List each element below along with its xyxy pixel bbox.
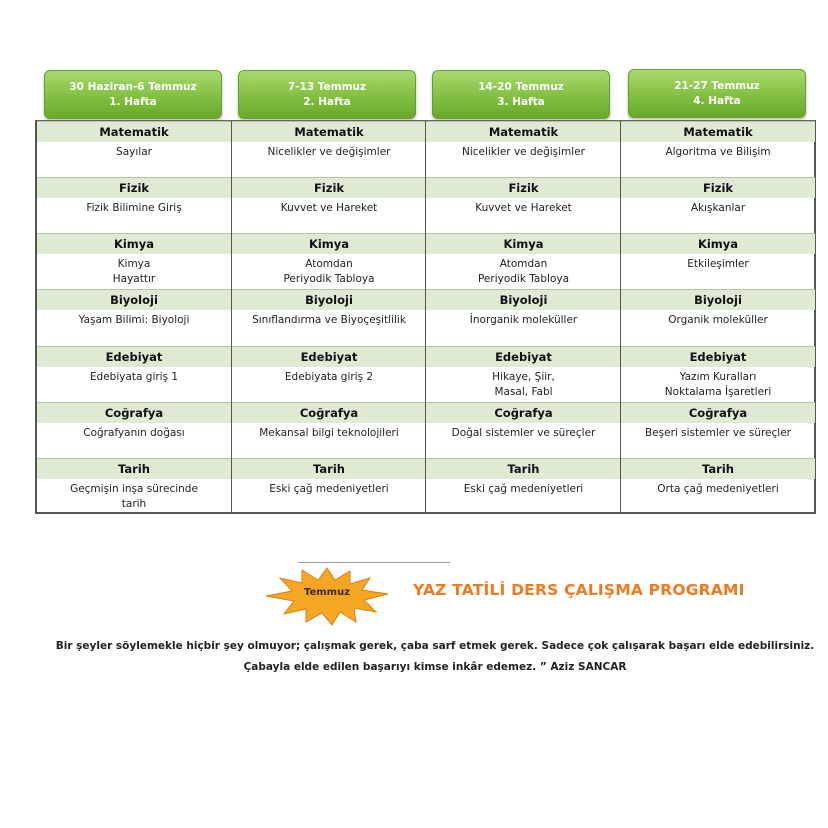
cell-geography bbox=[621, 402, 815, 441]
topic-text: Edebiyata giriş 1 bbox=[89, 371, 179, 383]
topic-text: Yaşam Bilimi: Biyoloji bbox=[78, 314, 190, 326]
cell-chemistry bbox=[37, 233, 231, 287]
topic-text: Yazım Kuralları Noktalama İşaretleri bbox=[664, 371, 772, 398]
subject-label: Coğrafya bbox=[37, 402, 231, 423]
quote-line-1: Bir şeyler söylemekle hiçbir şey olmuyor; çalışmak gerek, çaba sarf etmek gerek. Sadece çok çalışarak başarı elde edebilirsiniz. bbox=[55, 640, 815, 652]
subject-label: Matematik bbox=[621, 121, 815, 142]
subject-label: Kimya bbox=[37, 233, 231, 254]
week-header-2 bbox=[238, 70, 416, 119]
subject-label: Fizik bbox=[37, 177, 231, 198]
topic-text: Akışkanlar bbox=[690, 202, 746, 214]
subject-label: Biyoloji bbox=[426, 289, 621, 310]
week-dates: 30 Haziran-6 Temmuz bbox=[69, 80, 197, 93]
week-header-4 bbox=[628, 69, 806, 118]
topic-text: Sayılar bbox=[116, 146, 152, 158]
cell-biology bbox=[232, 289, 426, 328]
week-label: 3. Hafta bbox=[497, 95, 545, 108]
week-headers bbox=[44, 70, 806, 118]
topic-text: Algoritma ve Bilişim bbox=[665, 146, 771, 158]
topic-text: Beşeri sistemler ve süreçler bbox=[644, 427, 791, 439]
subject-label: Edebiyat bbox=[232, 346, 426, 367]
subject-label: Biyoloji bbox=[621, 289, 815, 310]
month-badge bbox=[262, 566, 392, 626]
cell-history bbox=[37, 458, 231, 512]
week-dates: 7-13 Temmuz bbox=[287, 80, 367, 93]
badge-label: Temmuz bbox=[303, 587, 351, 598]
cell-literature bbox=[426, 346, 621, 400]
week-column-3 bbox=[425, 121, 621, 512]
cell-chemistry bbox=[426, 233, 621, 287]
topic-text: Kuvvet ve Hareket bbox=[280, 202, 378, 214]
cell-history bbox=[232, 458, 426, 497]
week-header-1 bbox=[44, 70, 222, 119]
topic-text: Geçmişin inşa sürecinde tarih bbox=[70, 483, 198, 510]
subject-label: Fizik bbox=[426, 177, 621, 198]
topic-text: Organik moleküller bbox=[668, 314, 768, 326]
topic-text: İnorganik moleküller bbox=[469, 314, 578, 326]
cell-chemistry bbox=[232, 233, 426, 287]
cell-biology bbox=[426, 289, 621, 328]
subject-label: Biyoloji bbox=[232, 289, 426, 310]
subject-label: Edebiyat bbox=[426, 346, 621, 367]
subject-label: Tarih bbox=[426, 458, 621, 479]
cell-chemistry bbox=[621, 233, 815, 272]
topic-text: Orta çağ medeniyetleri bbox=[657, 483, 779, 495]
cell-math bbox=[621, 121, 815, 160]
week-header-3 bbox=[432, 70, 610, 119]
topic-text: Edebiyata giriş 2 bbox=[284, 371, 374, 383]
subject-label: Coğrafya bbox=[426, 402, 621, 423]
cell-biology bbox=[37, 289, 231, 328]
topic-text: Etkileşimler bbox=[687, 258, 749, 270]
topic-text: Atomdan Periyodik Tabloya bbox=[283, 258, 375, 285]
page-title: YAZ TATİLİ DERS ÇALIŞMA PROGRAMI bbox=[413, 581, 745, 599]
subject-label: Matematik bbox=[37, 121, 231, 142]
subject-label: Matematik bbox=[426, 121, 621, 142]
cell-math bbox=[37, 121, 231, 160]
topic-text: Fizik Bilimine Giriş bbox=[86, 202, 182, 214]
topic-text: Mekansal bilgi teknolojileri bbox=[259, 427, 399, 439]
subject-label: Kimya bbox=[232, 233, 426, 254]
week-label: 1. Hafta bbox=[109, 95, 157, 108]
cell-physics bbox=[621, 177, 815, 216]
cell-geography bbox=[37, 402, 231, 441]
divider-line bbox=[298, 562, 450, 563]
topic-text: Atomdan Periyodik Tabloya bbox=[477, 258, 570, 285]
schedule-grid bbox=[35, 120, 816, 514]
week-column-1 bbox=[37, 121, 231, 512]
subject-label: Tarih bbox=[621, 458, 815, 479]
cell-math bbox=[232, 121, 426, 160]
cell-history bbox=[621, 458, 815, 497]
week-column-4 bbox=[620, 121, 815, 512]
subject-label: Tarih bbox=[37, 458, 231, 479]
cell-math bbox=[426, 121, 621, 160]
cell-biology bbox=[621, 289, 815, 328]
topic-text: Coğrafyanın doğası bbox=[83, 427, 185, 439]
subject-label: Fizik bbox=[232, 177, 426, 198]
cell-literature bbox=[621, 346, 815, 400]
week-label: 2. Hafta bbox=[303, 95, 351, 108]
cell-physics bbox=[232, 177, 426, 216]
subject-label: Tarih bbox=[232, 458, 426, 479]
topic-text: Nicelikler ve değişimler bbox=[462, 146, 585, 158]
cell-physics bbox=[37, 177, 231, 216]
topic-text: Eski çağ medeniyetleri bbox=[463, 483, 584, 495]
cell-geography bbox=[426, 402, 621, 441]
topic-text: Eski çağ medeniyetleri bbox=[269, 483, 389, 495]
subject-label: Kimya bbox=[621, 233, 815, 254]
subject-label: Coğrafya bbox=[621, 402, 815, 423]
cell-history bbox=[426, 458, 621, 497]
subject-label: Biyoloji bbox=[37, 289, 231, 310]
topic-text: Kuvvet ve Hareket bbox=[475, 202, 572, 214]
subject-label: Matematik bbox=[232, 121, 426, 142]
topic-text: Sınıflandırma ve Biyoçeşitlilik bbox=[252, 314, 406, 326]
topic-text: Nicelikler ve değişimler bbox=[267, 146, 391, 158]
week-column-2 bbox=[231, 121, 426, 512]
week-dates: 21-27 Temmuz bbox=[674, 79, 760, 92]
topic-text: Kimya Hayattır bbox=[112, 258, 156, 285]
week-label: 4. Hafta bbox=[693, 94, 741, 107]
subject-label: Edebiyat bbox=[37, 346, 231, 367]
topic-text: Doğal sistemler ve süreçler bbox=[451, 427, 596, 439]
week-dates: 14-20 Temmuz bbox=[478, 80, 564, 93]
cell-literature bbox=[37, 346, 231, 385]
subject-label: Fizik bbox=[621, 177, 815, 198]
cell-literature bbox=[232, 346, 426, 385]
subject-label: Coğrafya bbox=[232, 402, 426, 423]
subject-label: Edebiyat bbox=[621, 346, 815, 367]
quote-line-2: Çabayla elde edilen başarıyı kimse inkâr edemez. ” Aziz SANCAR bbox=[243, 661, 627, 673]
cell-physics bbox=[426, 177, 621, 216]
topic-text: Hikaye, Şiir, Masal, Fabl bbox=[492, 371, 555, 398]
cell-geography bbox=[232, 402, 426, 441]
subject-label: Kimya bbox=[426, 233, 621, 254]
